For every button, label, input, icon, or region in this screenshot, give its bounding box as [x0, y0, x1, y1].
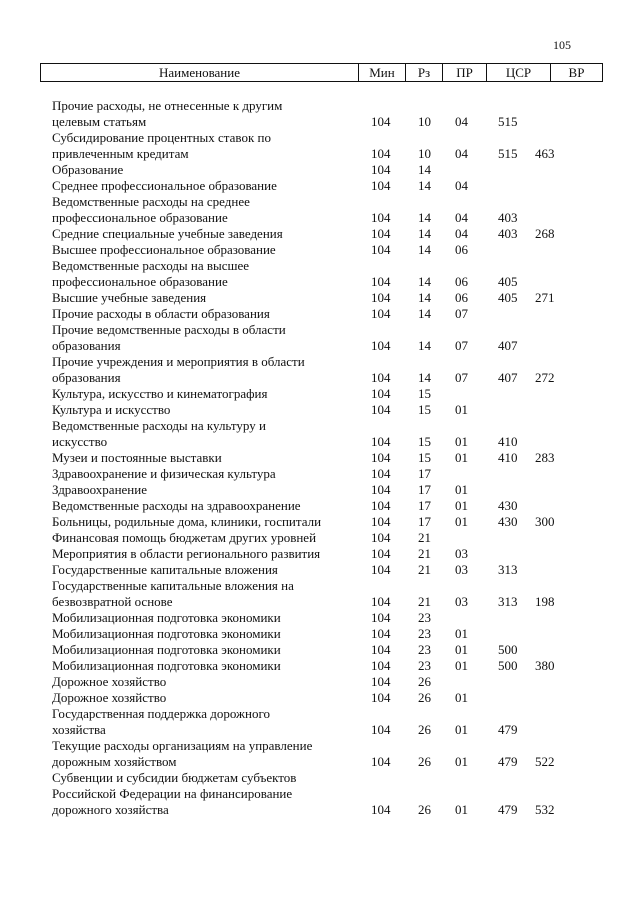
row-name-line: Ведомственные расходы на среднее	[52, 194, 250, 209]
row-name-line: Финансовая помощь бюджетам других уровней	[52, 530, 317, 545]
cell-rz: 14	[418, 290, 431, 305]
cell-vr: 522	[535, 754, 555, 769]
table-row	[0, 178, 640, 194]
table-row	[0, 130, 640, 162]
cell-pr: 01	[455, 482, 468, 497]
cell-csr: 430	[498, 498, 518, 513]
cell-rz: 17	[418, 514, 431, 529]
table-row	[0, 386, 640, 402]
table-row	[0, 98, 640, 130]
cell-pr: 07	[455, 370, 468, 385]
cell-min: 104	[371, 450, 391, 465]
cell-pr: 01	[455, 658, 468, 673]
cell-min: 104	[371, 114, 391, 129]
row-name	[52, 578, 344, 610]
cell-min: 104	[371, 370, 391, 385]
row-name-line: Ведомственные расходы на высшее	[52, 258, 250, 273]
table-row	[0, 162, 640, 178]
table-row	[0, 546, 640, 562]
row-name-line: Дорожное хозяйство	[52, 674, 167, 689]
cell-pr: 01	[455, 642, 468, 657]
row-name-line: Прочие расходы в области образования	[52, 306, 270, 321]
cell-rz: 17	[418, 466, 431, 481]
table-body	[0, 98, 640, 818]
row-name	[52, 162, 344, 178]
cell-min: 104	[371, 610, 391, 625]
row-name	[52, 626, 344, 642]
cell-rz: 26	[418, 754, 431, 769]
cell-rz: 23	[418, 642, 431, 657]
table-row	[0, 530, 640, 546]
row-name	[52, 290, 344, 306]
row-name-line: Ведомственные расходы на здравоохранение	[52, 498, 301, 513]
cell-min: 104	[371, 402, 391, 417]
cell-pr: 01	[455, 514, 468, 529]
row-name	[52, 226, 344, 242]
row-name-line: Мобилизационная подготовка экономики	[52, 626, 281, 641]
cell-min: 104	[371, 498, 391, 513]
cell-csr: 479	[498, 722, 518, 737]
row-name-line: Больницы, родильные дома, клиники, госпитали	[52, 514, 322, 529]
row-name	[52, 386, 344, 402]
cell-vr: 272	[535, 370, 555, 385]
row-name-line: Российской Федерации на финансирование	[52, 786, 293, 801]
row-name	[52, 418, 344, 450]
cell-pr: 01	[455, 754, 468, 769]
cell-csr: 313	[498, 594, 518, 609]
cell-pr: 01	[455, 802, 468, 817]
cell-min: 104	[371, 642, 391, 657]
cell-rz: 10	[418, 146, 431, 161]
cell-csr: 403	[498, 226, 518, 241]
cell-pr: 04	[455, 114, 468, 129]
table-row	[0, 226, 640, 242]
row-name-line: целевым статьям	[52, 114, 147, 129]
cell-min: 104	[371, 210, 391, 225]
table-row	[0, 690, 640, 706]
cell-pr: 06	[455, 242, 468, 257]
cell-pr: 01	[455, 402, 468, 417]
row-name-line: Государственные капитальные вложения на	[52, 578, 294, 593]
cell-csr: 403	[498, 210, 518, 225]
table-row	[0, 706, 640, 738]
cell-min: 104	[371, 274, 391, 289]
cell-min: 104	[371, 594, 391, 609]
cell-pr: 04	[455, 146, 468, 161]
cell-rz: 14	[418, 178, 431, 193]
row-name	[52, 706, 344, 738]
cell-pr: 03	[455, 594, 468, 609]
row-name-line: Прочие ведомственные расходы в области	[52, 322, 286, 337]
cell-vr: 380	[535, 658, 555, 673]
cell-vr: 532	[535, 802, 555, 817]
cell-csr: 407	[498, 370, 518, 385]
cell-min: 104	[371, 626, 391, 641]
table-row	[0, 626, 640, 642]
cell-csr: 405	[498, 290, 518, 305]
row-name	[52, 258, 344, 290]
row-name	[52, 322, 344, 354]
table-header	[40, 63, 603, 82]
row-name	[52, 770, 344, 818]
row-name	[52, 450, 344, 466]
cell-vr: 283	[535, 450, 555, 465]
row-name	[52, 98, 344, 130]
cell-rz: 26	[418, 690, 431, 705]
table-row	[0, 514, 640, 530]
row-name-line: Государственные капитальные вложения	[52, 562, 278, 577]
row-name	[52, 546, 344, 562]
cell-vr: 268	[535, 226, 555, 241]
header-min: Мин	[359, 64, 406, 82]
row-name-line: Образование	[52, 162, 124, 177]
cell-pr: 03	[455, 546, 468, 561]
row-name	[52, 562, 344, 578]
row-name	[52, 402, 344, 418]
table-row	[0, 322, 640, 354]
cell-csr: 479	[498, 802, 518, 817]
row-name-line: Музеи и постоянные выставки	[52, 450, 222, 465]
row-name-line: Субвенции и субсидии бюджетам субъектов	[52, 770, 297, 785]
cell-rz: 21	[418, 594, 431, 609]
cell-rz: 23	[418, 658, 431, 673]
cell-min: 104	[371, 306, 391, 321]
row-name-line: Средние специальные учебные заведения	[52, 226, 283, 241]
cell-rz: 15	[418, 434, 431, 449]
cell-min: 104	[371, 482, 391, 497]
row-name	[52, 530, 344, 546]
cell-vr: 463	[535, 146, 555, 161]
row-name-line: Мероприятия в области регионального развития	[52, 546, 321, 561]
cell-min: 104	[371, 722, 391, 737]
cell-min: 104	[371, 290, 391, 305]
cell-min: 104	[371, 546, 391, 561]
cell-csr: 405	[498, 274, 518, 289]
table-row	[0, 578, 640, 610]
cell-rz: 14	[418, 162, 431, 177]
cell-rz: 23	[418, 626, 431, 641]
page-number: 105	[553, 38, 571, 52]
row-name	[52, 354, 344, 386]
cell-min: 104	[371, 226, 391, 241]
cell-csr: 430	[498, 514, 518, 529]
cell-pr: 06	[455, 274, 468, 289]
row-name-line: Высшие учебные заведения	[52, 290, 207, 305]
header-csr: ЦСР	[487, 64, 551, 82]
row-name	[52, 194, 344, 226]
cell-min: 104	[371, 338, 391, 353]
row-name-line: Прочие учреждения и мероприятия в области	[52, 354, 305, 369]
cell-min: 104	[371, 802, 391, 817]
cell-min: 104	[371, 690, 391, 705]
row-name	[52, 690, 344, 706]
row-name-line: дорожного хозяйства	[52, 802, 169, 817]
row-name-line: привлеченным кредитам	[52, 146, 189, 161]
header-rz: Рз	[406, 64, 443, 82]
cell-pr: 01	[455, 722, 468, 737]
row-name-line: Здравоохранение	[52, 482, 147, 497]
cell-rz: 10	[418, 114, 431, 129]
cell-rz: 15	[418, 386, 431, 401]
row-name-line: профессиональное образование	[52, 210, 228, 225]
cell-rz: 23	[418, 610, 431, 625]
cell-min: 104	[371, 146, 391, 161]
table-row	[0, 482, 640, 498]
row-name-line: Субсидирование процентных ставок по	[52, 130, 271, 145]
row-name-line: Мобилизационная подготовка экономики	[52, 642, 281, 657]
table-row	[0, 466, 640, 482]
table-row	[0, 642, 640, 658]
table-row	[0, 498, 640, 514]
table-row	[0, 658, 640, 674]
row-name	[52, 674, 344, 690]
row-name-line: безвозвратной основе	[52, 594, 173, 609]
row-name-line: Ведомственные расходы на культуру и	[52, 418, 266, 433]
cell-min: 104	[371, 178, 391, 193]
table-row	[0, 402, 640, 418]
cell-rz: 14	[418, 274, 431, 289]
header-pr: ПР	[443, 64, 487, 82]
cell-min: 104	[371, 658, 391, 673]
row-name-line: Мобилизационная подготовка экономики	[52, 610, 281, 625]
row-name-line: Культура и искусство	[52, 402, 171, 417]
header-row	[41, 64, 603, 82]
cell-vr: 300	[535, 514, 555, 529]
cell-rz: 26	[418, 802, 431, 817]
row-name-line: Среднее профессиональное образование	[52, 178, 277, 193]
row-name-line: Высшее профессиональное образование	[52, 242, 276, 257]
cell-rz: 14	[418, 338, 431, 353]
row-name	[52, 178, 344, 194]
row-name-line: искусство	[52, 434, 108, 449]
row-name	[52, 642, 344, 658]
row-name-line: хозяйства	[52, 722, 106, 737]
cell-csr: 515	[498, 114, 518, 129]
row-name-line: Здравоохранение и физическая культура	[52, 466, 276, 481]
row-name	[52, 610, 344, 626]
cell-csr: 407	[498, 338, 518, 353]
row-name-line: Прочие расходы, не отнесенные к другим	[52, 98, 283, 113]
cell-vr: 198	[535, 594, 555, 609]
cell-csr: 313	[498, 562, 518, 577]
cell-rz: 15	[418, 450, 431, 465]
row-name	[52, 482, 344, 498]
cell-csr: 500	[498, 658, 518, 673]
cell-vr: 271	[535, 290, 555, 305]
row-name-line: Культура, искусство и кинематография	[52, 386, 268, 401]
cell-rz: 21	[418, 562, 431, 577]
cell-csr: 515	[498, 146, 518, 161]
table-row	[0, 562, 640, 578]
cell-min: 104	[371, 434, 391, 449]
table-row	[0, 242, 640, 258]
cell-pr: 04	[455, 210, 468, 225]
cell-rz: 17	[418, 482, 431, 497]
cell-rz: 14	[418, 210, 431, 225]
cell-rz: 14	[418, 370, 431, 385]
table-row	[0, 418, 640, 450]
cell-rz: 17	[418, 498, 431, 513]
cell-rz: 21	[418, 530, 431, 545]
row-name-line: Государственная поддержка дорожного	[52, 706, 270, 721]
cell-pr: 04	[455, 226, 468, 241]
cell-pr: 01	[455, 434, 468, 449]
cell-min: 104	[371, 386, 391, 401]
cell-min: 104	[371, 242, 391, 257]
table-row	[0, 194, 640, 226]
row-name	[52, 242, 344, 258]
cell-pr: 01	[455, 498, 468, 513]
table-row	[0, 674, 640, 690]
cell-csr: 500	[498, 642, 518, 657]
cell-pr: 07	[455, 338, 468, 353]
cell-rz: 14	[418, 226, 431, 241]
cell-min: 104	[371, 466, 391, 481]
cell-pr: 01	[455, 450, 468, 465]
row-name	[52, 130, 344, 162]
row-name	[52, 738, 344, 770]
cell-pr: 01	[455, 626, 468, 641]
cell-min: 104	[371, 514, 391, 529]
row-name-line: образования	[52, 370, 121, 385]
table-row	[0, 354, 640, 386]
cell-min: 104	[371, 162, 391, 177]
cell-min: 104	[371, 530, 391, 545]
table-row	[0, 258, 640, 290]
cell-rz: 15	[418, 402, 431, 417]
table-row	[0, 450, 640, 466]
row-name-line: Мобилизационная подготовка экономики	[52, 658, 281, 673]
table-row	[0, 738, 640, 770]
header-name: Наименование	[41, 64, 359, 82]
row-name-line: дорожным хозяйством	[52, 754, 177, 769]
cell-pr: 03	[455, 562, 468, 577]
cell-pr: 01	[455, 690, 468, 705]
cell-pr: 07	[455, 306, 468, 321]
row-name-line: профессиональное образование	[52, 274, 228, 289]
cell-csr: 479	[498, 754, 518, 769]
cell-pr: 06	[455, 290, 468, 305]
cell-rz: 26	[418, 674, 431, 689]
cell-min: 104	[371, 754, 391, 769]
row-name	[52, 498, 344, 514]
table-row	[0, 770, 640, 818]
table-row	[0, 306, 640, 322]
cell-rz: 14	[418, 242, 431, 257]
table-row	[0, 290, 640, 306]
cell-min: 104	[371, 562, 391, 577]
header-vr: ВР	[551, 64, 603, 82]
row-name	[52, 514, 344, 530]
row-name-line: Текущие расходы организациям на управление	[52, 738, 313, 753]
row-name	[52, 658, 344, 674]
cell-rz: 26	[418, 722, 431, 737]
row-name-line: Дорожное хозяйство	[52, 690, 167, 705]
row-name	[52, 306, 344, 322]
cell-csr: 410	[498, 434, 518, 449]
cell-rz: 14	[418, 306, 431, 321]
table-row	[0, 610, 640, 626]
cell-csr: 410	[498, 450, 518, 465]
row-name-line: образования	[52, 338, 121, 353]
row-name	[52, 466, 344, 482]
cell-pr: 04	[455, 178, 468, 193]
cell-min: 104	[371, 674, 391, 689]
cell-rz: 21	[418, 546, 431, 561]
